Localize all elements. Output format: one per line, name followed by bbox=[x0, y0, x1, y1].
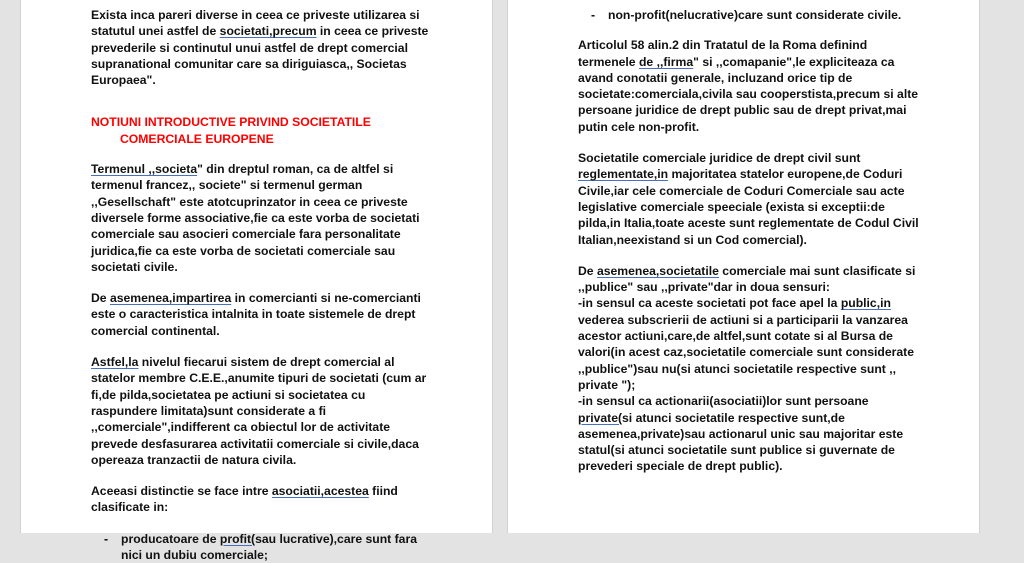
text-line bbox=[578, 150, 959, 166]
text-run: Italian,neexistand si un Cod comercial). bbox=[578, 232, 807, 247]
text-run: -in sensul ca actionarii(asociatii)lor sunt persoane bbox=[578, 394, 869, 409]
text-line bbox=[91, 499, 472, 515]
text-run: ,,publice")sau nu(si atunci societatile respective sunt ,, bbox=[578, 361, 896, 376]
text-run: Articolul 58 alin.2 din Tratatul de la Roma definind bbox=[578, 38, 868, 53]
text-run: acestor actiuni,care,de altfel,sunt cotate si al Bursa de bbox=[578, 329, 893, 344]
text-run: ,,publice" sau ,,private"dar in doua sensuri: bbox=[578, 280, 830, 295]
text-run: Civile,iar cele comerciale de Coduri Comerciale sau acte bbox=[578, 183, 905, 198]
text-line bbox=[91, 23, 472, 39]
text-run: ,,Gesellschaft" este atotcuprinzator in ceea ce priveste bbox=[91, 194, 408, 209]
text-run: Exista inca pareri diverse in ceea ce priveste utilizarea si bbox=[91, 8, 420, 22]
text-run: ,,comerciale",indifferent ca obiectul lor de activitate bbox=[91, 420, 391, 435]
text-run: si atunci societatile respective sunt,de bbox=[622, 410, 845, 425]
text-run: nici un dubiu comerciale; bbox=[121, 548, 268, 563]
text-line bbox=[91, 387, 472, 403]
text-run: prevede desfasurarea activitatii comerciale si civile,daca bbox=[91, 436, 419, 451]
text-run: majoritatea statelor europene,de Coduri bbox=[668, 167, 903, 182]
text-run: pilda,in Italia,toate aceste sunt reglementate de Codul Civil bbox=[578, 216, 919, 231]
text-line bbox=[578, 166, 959, 182]
text-line bbox=[91, 306, 472, 322]
text-run: supranational comunitar care sa diriguiasca,, Societas bbox=[91, 56, 407, 71]
text-line bbox=[578, 393, 959, 409]
text-run: comerciale sau asocieri comerciale fara personalitate bbox=[91, 227, 401, 242]
paragraph bbox=[91, 354, 472, 468]
spellcheck-flagged-word[interactable]: reglementate,in bbox=[578, 167, 669, 182]
text-line bbox=[121, 547, 472, 563]
text-line bbox=[578, 442, 959, 458]
text-line bbox=[578, 295, 959, 311]
text-line bbox=[578, 344, 959, 360]
spellcheck-flagged-word[interactable]: de ,,firma bbox=[638, 54, 694, 69]
text-run: fi,de pilda,societatea pe actiuni si societatea cu bbox=[91, 387, 366, 402]
text-line bbox=[91, 354, 472, 370]
text-line bbox=[578, 263, 959, 279]
text-run: avand conotatii generale, incluzand orice tip de bbox=[578, 70, 853, 85]
text-run: prevederi speciale de drept public). bbox=[578, 459, 783, 474]
text-line bbox=[608, 7, 959, 23]
text-line bbox=[91, 131, 472, 147]
text-line bbox=[91, 177, 472, 193]
text-run: comerciale mai sunt clasificate si bbox=[718, 263, 916, 278]
text-run: raspundere limitata)sunt considerate a fi bbox=[91, 403, 327, 418]
spellcheck-flagged-word[interactable]: private( bbox=[578, 410, 623, 425]
spellcheck-flagged-word[interactable]: public,in bbox=[840, 296, 891, 311]
text-run: -in sensul ca aceste societati pot face apel la bbox=[578, 296, 841, 311]
text-run: termenele bbox=[578, 54, 639, 69]
text-line bbox=[578, 37, 959, 53]
text-line bbox=[91, 483, 472, 499]
text-run: sau lucrative),care sunt fara bbox=[255, 531, 417, 546]
text-line bbox=[91, 226, 472, 242]
text-run: Societatile comerciale juridice de drept civil sunt bbox=[578, 151, 861, 166]
text-line bbox=[578, 199, 959, 215]
text-run: producatoare de bbox=[121, 531, 220, 546]
text-line bbox=[121, 531, 472, 547]
text-line bbox=[578, 410, 959, 426]
document-page-right[interactable] bbox=[507, 0, 980, 533]
text-run: diversele forme associative,fie ca este vorba de societati bbox=[91, 210, 420, 225]
text-line bbox=[91, 56, 472, 72]
paragraph bbox=[91, 7, 472, 88]
text-run: De bbox=[578, 263, 597, 278]
text-line bbox=[91, 290, 472, 306]
text-run: nivelul fiecarui sistem de drept comercial al bbox=[138, 355, 395, 370]
text-run: fiind bbox=[368, 484, 398, 499]
bullet-dash: - bbox=[104, 531, 109, 546]
text-line bbox=[578, 312, 959, 328]
paragraph bbox=[91, 161, 472, 275]
text-line bbox=[578, 458, 959, 474]
text-line bbox=[91, 194, 472, 210]
spellcheck-flagged-word[interactable]: profit( bbox=[219, 531, 256, 546]
bullet-item bbox=[91, 531, 472, 563]
text-run: putin cele non-profit. bbox=[578, 119, 700, 134]
text-line bbox=[578, 86, 959, 102]
paragraph bbox=[578, 37, 959, 135]
text-run: valori(in acest caz,societatile comerciale sunt considerate bbox=[578, 345, 914, 360]
text-line bbox=[578, 361, 959, 377]
bullet-item bbox=[578, 7, 959, 23]
text-line bbox=[578, 70, 959, 86]
text-line bbox=[91, 114, 472, 130]
text-run: " si ,,comapanie",le expliciteaza ca bbox=[693, 54, 895, 69]
text-line bbox=[578, 102, 959, 118]
text-line bbox=[91, 259, 472, 275]
text-run: NOTIUNI INTRODUCTIVE PRIVIND SOCIETATILE bbox=[91, 115, 371, 130]
text-line bbox=[578, 119, 959, 135]
text-run: COMERCIALE EUROPENE bbox=[120, 131, 274, 146]
text-run: juridica,fie ca este vorba de societati comerciale sau bbox=[91, 243, 396, 258]
text-line bbox=[578, 279, 959, 295]
text-run: Europaea". bbox=[91, 73, 156, 88]
text-line bbox=[578, 183, 959, 199]
text-run: Aceeasi distinctie se face intre bbox=[91, 484, 272, 499]
text-line bbox=[578, 232, 959, 248]
text-run: " din dreptul roman, ca de altfel si bbox=[197, 162, 394, 177]
text-line bbox=[578, 54, 959, 70]
text-line bbox=[91, 40, 472, 56]
document-page-left[interactable] bbox=[20, 0, 493, 563]
text-line bbox=[91, 161, 472, 177]
spellcheck-flagged-word[interactable]: societati,precum bbox=[219, 24, 317, 39]
section-heading bbox=[91, 114, 472, 147]
text-line bbox=[91, 370, 472, 386]
text-line bbox=[91, 323, 472, 339]
text-run: statutul unei astfel de bbox=[91, 24, 220, 39]
text-line bbox=[91, 72, 472, 88]
text-run: legislative comerciale speeciale (exista si exceptii:de bbox=[578, 199, 885, 214]
text-line bbox=[578, 426, 959, 442]
spellcheck-flagged-word[interactable]: asemenea,impartirea bbox=[109, 291, 232, 306]
paragraph bbox=[578, 150, 959, 248]
text-line bbox=[578, 215, 959, 231]
bullet-dash: - bbox=[591, 8, 596, 22]
paragraph bbox=[91, 483, 472, 516]
text-run: opereaza tranzactii de natura civila. bbox=[91, 452, 297, 467]
page-content bbox=[578, 7, 959, 490]
text-run: in ceea ce priveste bbox=[316, 24, 429, 39]
text-run: statul(si atunci societatile sunt publice si guvernate de bbox=[578, 443, 895, 458]
spellcheck-flagged-word[interactable]: Astfel,la bbox=[91, 355, 139, 370]
text-run: non-profit(nelucrative)care sunt considerate civile. bbox=[608, 8, 902, 22]
page-content bbox=[91, 7, 472, 563]
text-line bbox=[91, 452, 472, 468]
text-run: De bbox=[91, 291, 110, 306]
text-line bbox=[91, 419, 472, 435]
text-run: persoane juridice de drept public sau de drept privat,mai bbox=[578, 103, 907, 118]
text-run: este o caracteristica intalnita in toate sistemele de drept bbox=[91, 307, 416, 322]
text-run: in comercianti si ne-comercianti bbox=[231, 291, 421, 306]
text-run: societati civile. bbox=[91, 259, 178, 274]
text-line bbox=[91, 7, 472, 23]
text-run: private "); bbox=[578, 377, 636, 392]
text-line bbox=[91, 403, 472, 419]
text-line bbox=[91, 436, 472, 452]
paragraph bbox=[578, 263, 959, 475]
text-run: clasificate in: bbox=[91, 500, 169, 515]
paragraph bbox=[91, 290, 472, 339]
spellcheck-flagged-word[interactable]: asemenea,societatile bbox=[596, 263, 719, 278]
spellcheck-flagged-word[interactable]: Termenul ,,societa bbox=[91, 162, 198, 177]
spellcheck-flagged-word[interactable]: asociatii,acestea bbox=[271, 484, 369, 499]
text-line bbox=[91, 210, 472, 226]
text-run: comercial continental. bbox=[91, 323, 220, 338]
text-run: asemenea,private)sau actionarul unic sau majoritar este bbox=[578, 426, 904, 441]
text-run: statelor membre C.E.E.,anumite tipuri de societati (cum ar bbox=[91, 371, 427, 386]
text-line bbox=[578, 328, 959, 344]
text-run: termenul francez,, societe" si termenul german bbox=[91, 178, 363, 193]
text-run: societate:comerciala,civila sau cooperstista,precum si alte bbox=[578, 87, 919, 102]
text-line bbox=[578, 377, 959, 393]
text-run: prevederile si continutul unui astfel de drept comercial bbox=[91, 40, 408, 55]
text-run: vederea subscrierii de actiuni si a participarii la vanzarea bbox=[578, 312, 908, 327]
text-line bbox=[91, 243, 472, 259]
